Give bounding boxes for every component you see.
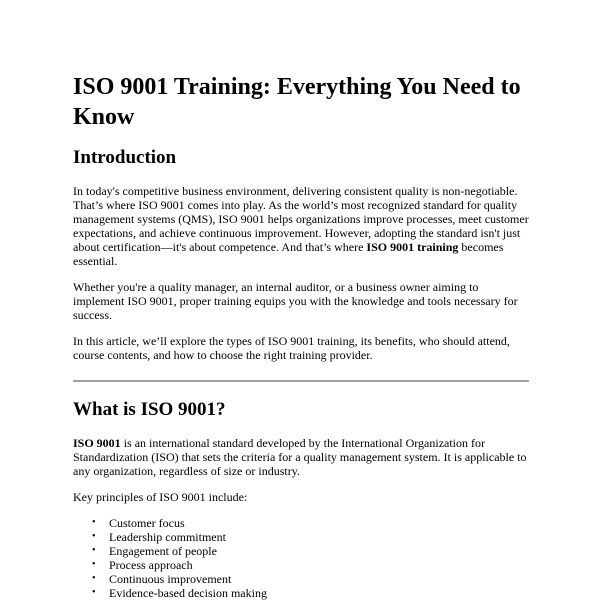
section-heading-what-is-iso-9001: What is ISO 9001? [73,399,226,420]
intro-paragraph-1 [73,184,529,268]
list-item: • Leadership commitment [92,530,226,544]
principles-list [73,516,529,600]
page-title: ISO 9001 Training: Everything You Need to Know [73,74,521,130]
list-item: • Continuous improvement [92,572,232,586]
intro-paragraph-2: Whether you're a quality manager, an internal auditor, or a business owner aiming to implement ISO 9001, proper training equips you with the knowledge and tools necessary for success. [73,280,518,322]
bullet-icon: • [92,531,96,542]
what-paragraph-1 [73,436,529,478]
list-item: • Evidence-based decision making [92,586,267,600]
list-item: • Process approach [92,558,193,572]
what-paragraph-1-text: is an international standard developed by the International Organization for Standardization (ISO) that sets the criteria for a quality management system. It is applicable to any organization, regardless of size or industry. [73,436,527,478]
intro-paragraph-1-end: becomes essential. [73,240,504,268]
intro-paragraph-1-text: In today's competitive business environment, delivering consistent quality is non-negotiable. That’s where ISO 9001 comes into play. As the world’s most recognized standard for quality management systems (QMS), ISO 9001 helps organizations improve processes, meet customer expectations, and achieve continuous improvement. However, adopting the standard isn't just about certification—it's about competence. And that’s where [73,184,529,254]
bullet-icon: • [92,545,96,556]
what-paragraph-2: Key principles of ISO 9001 include: [73,490,248,504]
list-item: • Customer focus [92,516,185,530]
section-heading-introduction: Introduction [73,147,177,168]
bullet-icon: • [92,517,96,528]
bullet-icon: • [92,559,96,570]
list-item: • Engagement of people [92,544,217,558]
bullet-icon: • [92,573,96,584]
section-divider [73,380,529,382]
article-body [73,72,529,600]
iso-9001-training-emphasis: ISO 9001 training [366,240,459,254]
intro-paragraph-3: In this article, we’ll explore the types of ISO 9001 training, its benefits, who should attend, course contents, and how to choose the right training provider. [73,334,510,362]
bullet-icon: • [92,587,96,598]
iso-9001-emphasis: ISO 9001 [73,436,121,450]
